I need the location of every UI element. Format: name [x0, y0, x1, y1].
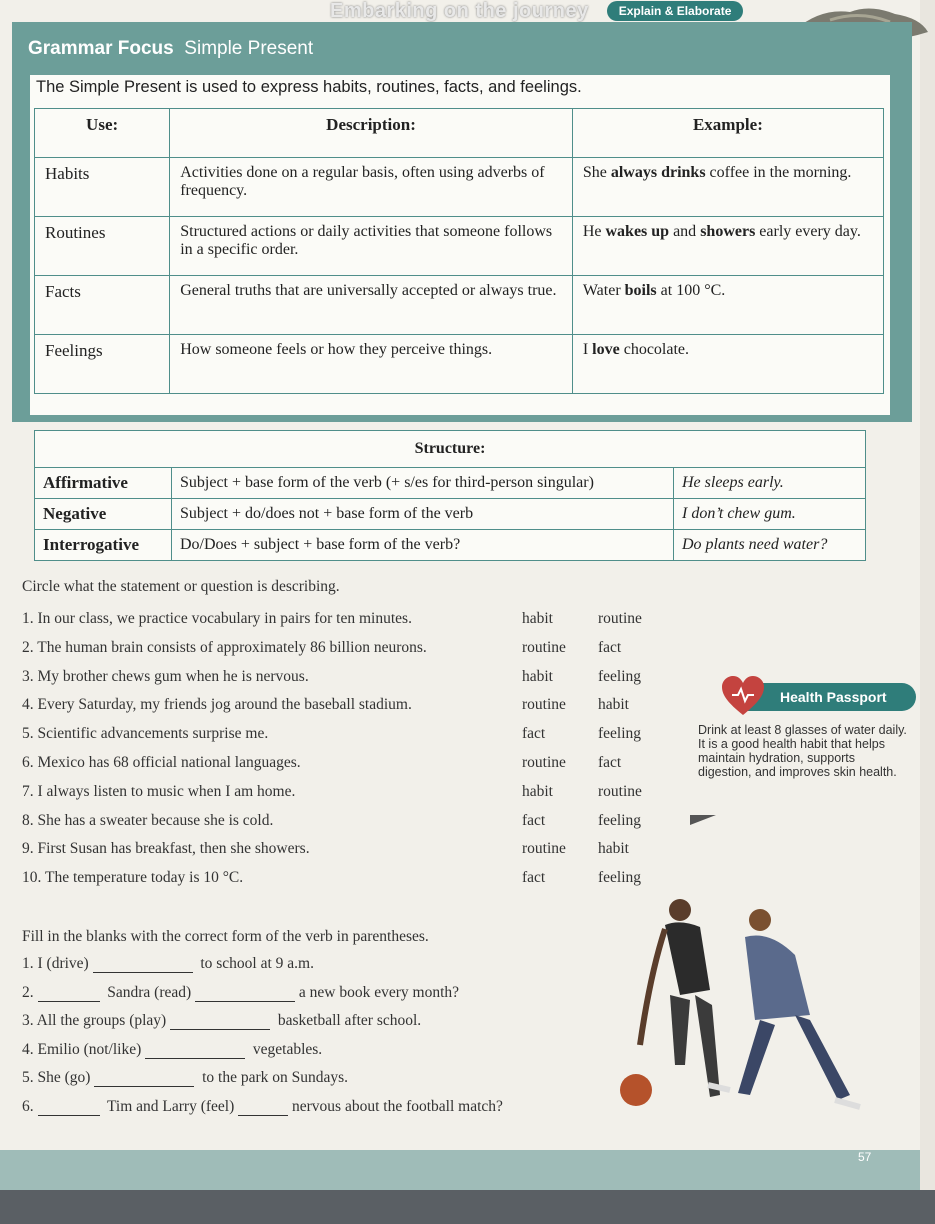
exercise1-list — [22, 610, 702, 898]
answer-blank[interactable] — [93, 958, 193, 973]
option[interactable]: fact — [598, 638, 622, 656]
option[interactable]: routine — [522, 696, 566, 714]
exercise2-instruction: Fill in the blanks with the correct form of the verb in parentheses. — [22, 928, 429, 945]
option[interactable]: feeling — [598, 869, 642, 887]
option[interactable]: fact — [522, 811, 546, 829]
uses-table — [34, 108, 884, 394]
health-passport-box — [690, 675, 920, 825]
table-row: Feelings How someone feels or how they perceive things. I love chocolate. — [35, 335, 884, 394]
list-item: 8. She has a sweater because she is cold. fact feeling — [22, 811, 642, 829]
list-item: 5. She (go) to the park on Sundays. — [22, 1069, 349, 1086]
list-item: 6. Tim and Larry (feel) nervous about the football match? — [22, 1097, 503, 1115]
page-number: 57 — [858, 1150, 872, 1164]
list-item: 6. Mexico has 68 official national languages. routine fact — [22, 753, 622, 771]
exercise1-instruction: Circle what the statement or question is describing. — [22, 578, 340, 595]
basketball-players-illustration — [610, 895, 890, 1135]
exercise2-list — [22, 955, 582, 1126]
option[interactable]: fact — [598, 753, 622, 771]
heart-icon — [720, 675, 766, 717]
col-description: Description: — [170, 109, 573, 158]
footer-band — [0, 1150, 920, 1190]
option[interactable]: habit — [522, 667, 553, 685]
option[interactable]: fact — [522, 869, 546, 887]
table-row: Habits Activities done on a regular basis, often using adverbs of frequency. She always drinks coffee in the morning. — [35, 158, 884, 217]
list-item: 1. I (drive) to school at 9 a.m. — [22, 955, 314, 972]
list-item: 3. All the groups (play) basketball after school. — [22, 1012, 422, 1029]
col-use: Use: — [35, 109, 170, 158]
grammar-focus-title: Grammar Focus Simple Present — [28, 38, 314, 59]
explain-elaborate-badge: Explain & Elaborate — [607, 1, 744, 21]
answer-blank[interactable] — [38, 1101, 100, 1116]
list-item: 2. The human brain consists of approximately 86 billion neurons. routine fact — [22, 638, 622, 656]
grammar-intro: The Simple Present is used to express habits, routines, facts, and feelings. — [36, 78, 582, 96]
list-item: 9. First Susan has breakfast, then she showers. routine habit — [22, 840, 629, 858]
health-passport-text: Drink at least 8 glasses of water daily. It is a good health habit that helps maintain hydration, supports digestion, and improves skin health. — [690, 723, 908, 779]
callout-tail — [690, 815, 716, 825]
answer-blank[interactable] — [94, 1072, 194, 1087]
option[interactable]: habit — [598, 696, 629, 714]
option[interactable]: routine — [598, 782, 642, 800]
list-item: 10. The temperature today is 10 °C. fact feeling — [22, 869, 642, 887]
answer-blank[interactable] — [170, 1015, 270, 1030]
answer-blank[interactable] — [145, 1044, 245, 1059]
list-item: 4. Every Saturday, my friends jog around the baseball stadium. routine habit — [22, 696, 629, 714]
list-item: 7. I always listen to music when I am home. habit routine — [22, 782, 642, 800]
option[interactable]: fact — [522, 725, 546, 743]
table-row: Routines Structured actions or daily activities that someone follows in a specific order. He wakes up and showers early every day. — [35, 217, 884, 276]
option[interactable]: habit — [522, 782, 553, 800]
option[interactable]: habit — [598, 840, 629, 858]
list-item: 4. Emilio (not/like) vegetables. — [22, 1040, 323, 1058]
list-item: 5. Scientific advancements surprise me. fact feeling — [22, 725, 642, 743]
basketball-icon — [620, 1074, 652, 1106]
table-row: Facts General truths that are universally accepted or always true. Water boils at 100 °C. — [35, 276, 884, 335]
table-row: Interrogative Do/Does + subject + base form of the verb? Do plants need water? — [35, 530, 866, 561]
option[interactable]: feeling — [598, 725, 642, 743]
option[interactable]: routine — [598, 610, 642, 627]
list-item: 1. In our class, we practice vocabulary in pairs for ten minutes. habit routine — [22, 610, 642, 627]
answer-blank[interactable] — [195, 987, 295, 1002]
structure-table — [34, 430, 866, 561]
answer-blank[interactable] — [38, 987, 100, 1002]
unit-banner — [330, 0, 800, 22]
option[interactable]: routine — [522, 753, 566, 771]
table-row: Affirmative Subject + base form of the verb (+ s/es for third-person singular) He sleeps early. — [35, 468, 866, 499]
col-example: Example: — [572, 109, 883, 158]
list-item: 3. My brother chews gum when he is nervous. habit feeling — [22, 667, 642, 685]
option[interactable]: feeling — [598, 667, 642, 685]
structure-header: Structure: — [35, 431, 866, 468]
health-passport-title: Health Passport — [740, 683, 916, 711]
option[interactable]: feeling — [598, 811, 642, 829]
list-item: 2. Sandra (read) a new book every month? — [22, 983, 460, 1001]
option[interactable]: routine — [522, 840, 566, 858]
table-surface — [0, 1190, 935, 1224]
option[interactable]: routine — [522, 638, 566, 656]
table-row: Negative Subject + do/does not + base form of the verb I don’t chew gum. — [35, 499, 866, 530]
unit-title: Embarking on the journey — [330, 0, 589, 22]
option[interactable]: habit — [522, 610, 553, 627]
answer-blank[interactable] — [238, 1101, 288, 1116]
